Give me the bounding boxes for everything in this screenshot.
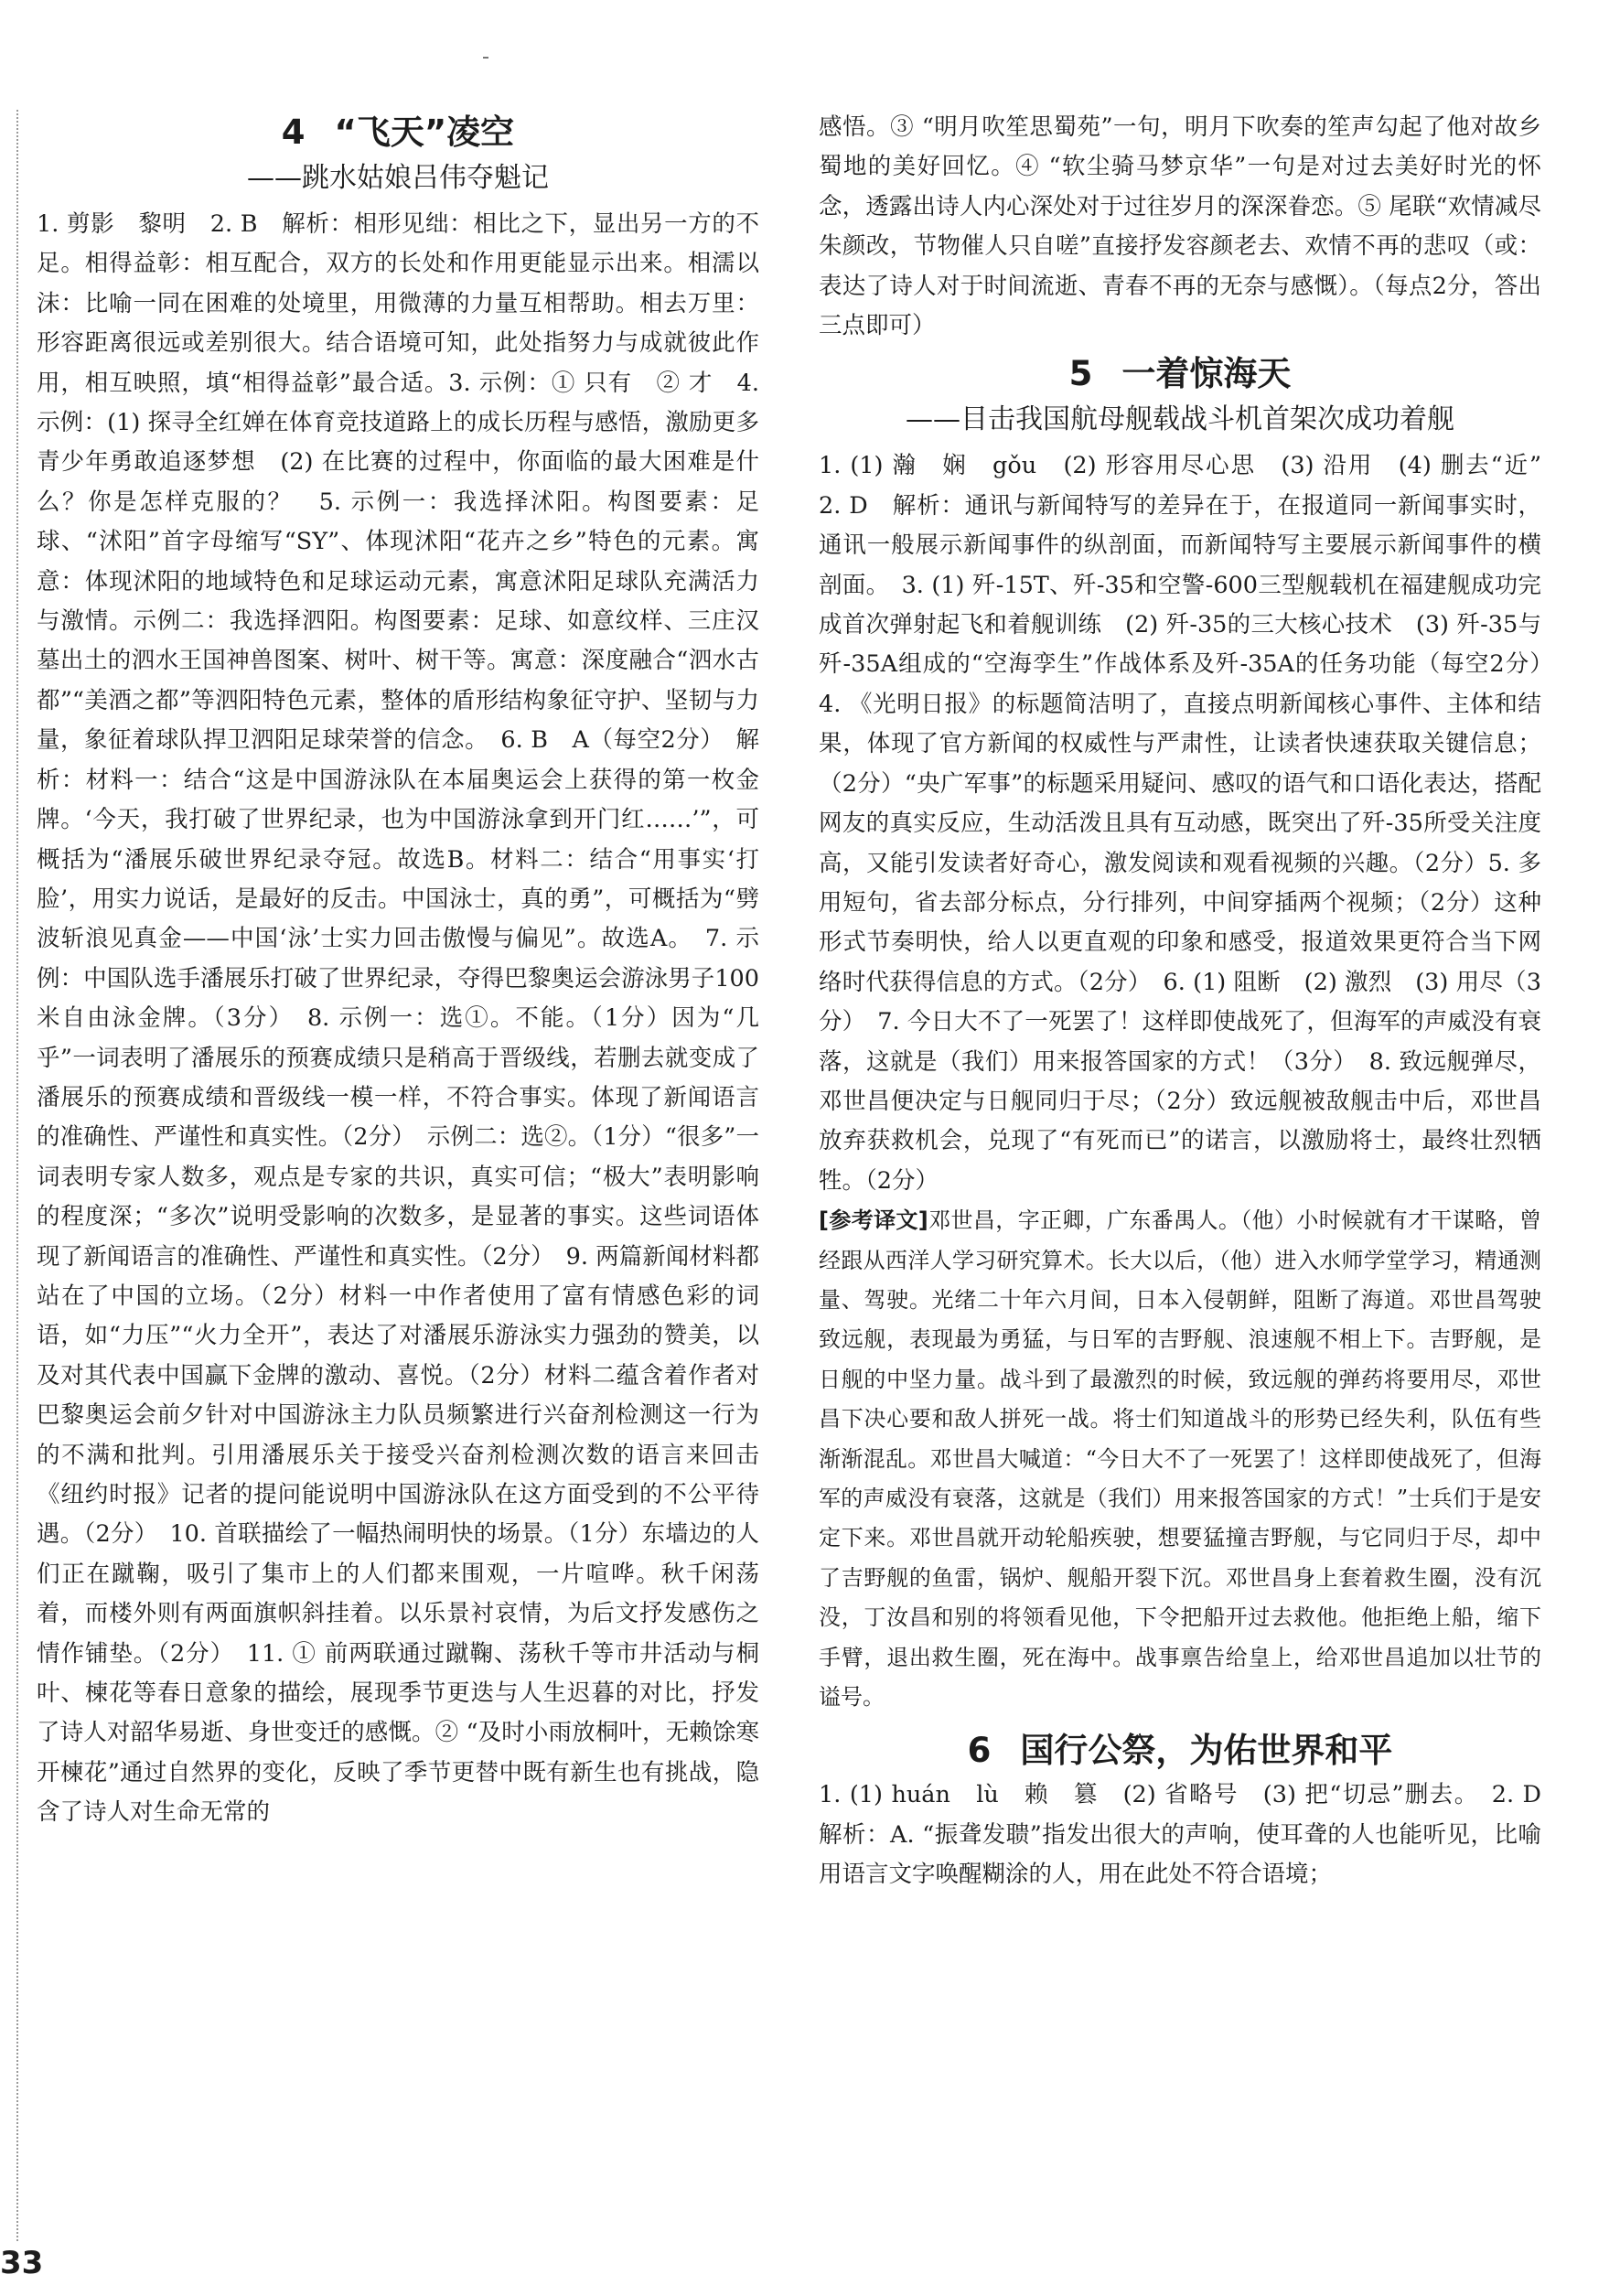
section-5-subtitle: ——目击我国航母舰载战斗机首架次成功着舰 — [906, 403, 1454, 436]
reference-translation-label: [参考译文] — [819, 1207, 928, 1234]
section-5-title — [819, 349, 1541, 399]
reference-translation-text: 邓世昌，字正卿，广东番禺人。（他）小时候就有才干谋略，曾经跟从西洋人学习研究算术。长大以后，（他）进入水师学堂学习，精通测量、驾驶。光绪二十年六月间，日本入侵朝鲜，阻断了海道。邓世昌驾驶致远舰，表现最为勇猛，与日军的吉野舰、浪速舰不相上下。吉野舰，是日舰的中坚力量。战斗到了最激烈的时候，致远舰的弹药将要用尽，邓世昌下决心要和敌人拼死一战。将士们知道战斗的形势已经失利，队伍有些渐渐混乱。邓世昌大喊道：“今日大不了一死罢了！这样即使战死了，但海军的声威没有衰落，这就是（我们）用来报答国家的方式！”士兵们于是安定下来。邓世昌就开动轮船疾驶，想要猛撞吉野舰，与它同归于尽，却中了吉野舰的鱼雷，锅炉、舰船开裂下沉。邓世昌身上套着救生圈，没有沉没，丁汝昌和别的将领看见他，下令把船开过去救他。他拒绝上船，缩下手臂，退出救生圈，死在海中。战事禀告给皇上，给邓世昌追加以壮节的谥号。 — [819, 1207, 1541, 1711]
section-6-title — [819, 1726, 1541, 1776]
section-6-number: 6 — [967, 1731, 992, 1771]
left-column — [37, 108, 759, 1833]
page-number: 33 — [0, 2245, 44, 2281]
section-4-answers: 1. 剪影 黎明 2. B 解析：相形见绌：相比之下，显出另一方的不足。相得益彰：相互配合，双方的长处和作用更能显示出来。相濡以沫：比喻一同在困难的处境里，用微薄的力量互相帮助。相去万里：形容距离很远或差别很大。结合语境可知，此处指努力与成就彼此作用，相互映照，填“相得益彰”最合适。3. 示例：① 只有 ② 才 4. 示例：(1) 探寻全红婵在体育竞技道路上的成长历程与感悟，激励更多青少年勇敢追逐梦想 (2) 在比赛的过程中，你面临的最大困难是什么？你是怎样克服的？ 5. 示例一：我选择沭阳。构图要素：足球、“沭阳”首字母缩写“SY”、体现沭阳“花卉之乡”特色的元素。寓意：体现沭阳的地域特色和足球运动元素，寓意沭阳足球队充满活力与激情。示例二：我选择泗阳。构图要素：足球、如意纹样、三庄汉墓出土的泗水王国神兽图案、树叶、树干等。寓意：深度融合“泗水古都”“美酒之都”等泗阳特色元素，整体的盾形结构象征守护、坚韧与力量，象征着球队捍卫泗阳足球荣誉的信念。 6. B A（每空2分） 解析：材料一：结合“这是中国游泳队在本届奥运会上获得的第一枚金牌。‘今天，我打破了世界纪录，也为中国游泳拿到开门红……’”，可概括为“潘展乐破世界纪录夺冠。故选B。材料二：结合“用事实‘打脸’，用实力说话，是最好的反击。中国泳士，真的勇”，可概括为“劈波斩浪见真金——中国‘泳’士实力回击傲慢与偏见”。故选A。 7. 示例：中国队选手潘展乐打破了世界纪录，夺得巴黎奥运会游泳男子100米自由泳金牌。（3分） 8. 示例一：选①。不能。（1分）因为“几乎”一词表明了潘展乐的预赛成绩只是稍高于晋级线，若删去就变成了潘展乐的预赛成绩和晋级线一模一样，不符合事实。体现了新闻语言的准确性、严谨性和真实性。（2分） 示例二：选②。（1分）“很多”一词表明专家人数多，观点是专家的共识，真实可信；“极大”表明影响的程度深；“多次”说明受影响的次数多，是显著的事实。这些词语体现了新闻语言的准确性、严谨性和真实性。（2分） 9. 两篇新闻材料都站在了中国的立场。（2分）材料一中作者使用了富有情感色彩的词语，如“力压”“火力全开”，表达了对潘展乐游泳实力强劲的赞美，以及对其代表中国赢下金牌的激动、喜悦。（2分）材料二蕴含着作者对巴黎奥运会前夕针对中国游泳主力队员频繁进行兴奋剂检测这一行为的不满和批判。引用潘展乐关于接受兴奋剂检测次数的语言来回击《纽约时报》记者的提问能说明中国游泳队在这方面受到的不公平待遇。（2分） 10. 首联描绘了一幅热闹明快的场景。（1分）东墙边的人们正在蹴鞠，吸引了集市上的人们都来围观，一片喧哗。秋千闲荡着，而楼外则有两面旗帜斜挂着。以乐景衬哀情，为后文抒发感伤之情作铺垫。（2分） 11. ① 前两联通过蹴鞠、荡秋千等市井活动与桐叶、楝花等春日意象的描绘，展现季节更迭与人生迟暮的对比，抒发了诗人对韶华易逝、身世变迁的感慨。② “及时小雨放桐叶，无赖馀寒开楝花”通过自然界的变化，反映了季节更替中既有新生也有挑战，隐含了诗人对生命无常的 — [37, 210, 759, 1827]
right-column — [819, 108, 1565, 1895]
section-4-answers-continued: 感悟。③ “明月吹笙思蜀苑”一句，明月下吹奏的笙声勾起了他对故乡蜀地的美好回忆。④ “软尘骑马梦京华”一句是对过去美好时光的怀念，透露出诗人内心深处对于过往岁月的深深眷恋。⑤ 尾联“欢情减尽朱颜改，节物催人只自嗟”直接抒发容颜老去、欢情不再的悲叹（或：表达了诗人对于时间流逝、青春不再的无奈与感慨）。（每点2分，答出三点即可） — [819, 113, 1541, 340]
section-5-number: 5 — [1068, 354, 1093, 394]
section-4-title — [37, 108, 759, 157]
reference-translation — [819, 1201, 1541, 1717]
section-4-title-text: “飞天”凌空 — [334, 113, 515, 152]
section-4-number: 4 — [281, 113, 306, 152]
section-5-answers: 1. (1) 瀚 娴 gǒu (2) 形容用尽心思 (3) 沿用 (4) 删去“近” 2. D 解析：通讯与新闻特写的差异在于，在报道同一新闻事实时，通讯一般展示新闻事件的纵剖面，而新闻特写主要展示新闻事件的横剖面。 3. (1) 歼-15T、歼-35和空警-600三型舰载机在福建舰成功完成首次弹射起飞和着舰训练 (2) 歼-35的三大核心技术 (3) 歼-35与歼-35A组成的“空海孪生”作战体系及歼-35A的任务功能（每空2分） 4. 《光明日报》的标题简洁明了，直接点明新闻核心事件、主体和结果，体现了官方新闻的权威性与严肃性，让读者快速获取关键信息；（2分）“央广军事”的标题采用疑问、感叹的语气和口语化表达，搭配网友的真实反应，生动活泼且具有互动感，既突出了歼-35所受关注度高，又能引发读者好奇心，激发阅读和观看视频的兴趣。（2分）5. 多用短句，省去部分标点，分行排列，中间穿插两个视频；（2分）这种形式节奏明快，给人以更直观的印象和感受，报道效果更符合当下网络时代获得信息的方式。（2分） 6. (1) 阻断 (2) 激烈 (3) 用尽（3分） 7. 今日大不了一死罢了！这样即使战死了，但海军的声威没有衰落，这就是（我们）用来报答国家的方式！（3分） 8. 致远舰弹尽，邓世昌便决定与日舰同归于尽；（2分）致远舰被敌舰击中后，邓世昌放弃获救机会，兑现了“有死而已”的诺言，以激励将士，最终壮烈牺牲。（2分） — [819, 452, 1565, 1195]
section-5-title-text: 一着惊海天 — [1121, 354, 1292, 394]
binding-dashed-line — [16, 110, 18, 2241]
section-6-answers: 1. (1) huán lù 赖 篡 (2) 省略号 (3) 把“切忌”删去。 2. D 解析：A. “振聋发聩”指发出很大的声响，使耳聋的人也能听见，比喻用语言文字唤醒糊涂的人，用在此处不符合语境； — [819, 1781, 1565, 1889]
section-4-subtitle: ——跳水姑娘吕伟夺魁记 — [247, 162, 549, 194]
section-6-title-text: 国行公祭，为佑世界和平 — [1020, 1731, 1393, 1771]
page-top-mark — [483, 57, 488, 59]
